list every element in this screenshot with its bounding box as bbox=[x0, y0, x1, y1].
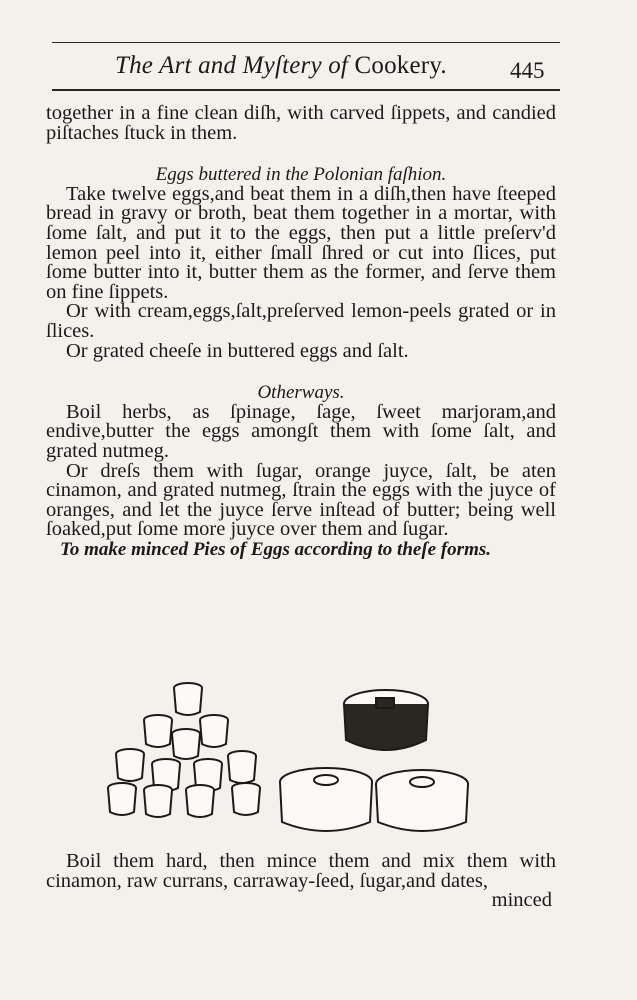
header-top-rule bbox=[52, 42, 560, 43]
running-title bbox=[115, 52, 447, 80]
round-pie-mold-icon bbox=[280, 768, 468, 831]
bottom-text bbox=[46, 852, 556, 911]
recipe-heading-polonian: Eggs buttered in the Polonian faſhion. bbox=[155, 164, 447, 186]
running-title-upright: Cookery. bbox=[354, 52, 447, 79]
small-pie-mold-icon bbox=[174, 683, 202, 715]
paragraph-cheese: Or grated cheeſe in buttered eggs and ſalt. bbox=[66, 339, 409, 362]
paragraph-herbs: Boil herbs, as ſpinage, ſage, ſweet marjoram,and endive,butter the eggs amongſt them with ſome ſalt, and grated nutmeg. bbox=[46, 400, 556, 462]
running-title-italic: The Art and Myſtery of bbox=[115, 52, 349, 79]
paragraph-boil-hard: Boil them hard, then mince them and mix them with cinamon, raw currans, carraway-ſeed, ſugar,and dates, bbox=[46, 850, 556, 892]
catchword: minced bbox=[491, 889, 552, 912]
paragraph-polonian: Take twelve eggs,and beat them in a diſh,then have ſteeped bread in gravy or broth, beat them together in a mortar, with ſome ſalt, and put it to the eggs, then put a little preſerv'd lemon peel into it, either ſmall ſhred or cut into ſlices, put ſome butter into it, butter them as the former, and ſerve them on fine ſippets. bbox=[46, 182, 556, 303]
paragraph-sugar: Or dreſs them with ſugar, orange juyce, ſalt, be aten cinamon, and grated nutmeg, ſtrain the eggs with the juyce of oranges, and let the juyce ſerve inſtead of butter; being well ſoaked,put ſome more juyce over them and ſugar. bbox=[46, 459, 556, 541]
paragraph-cream: Or with cream,eggs,ſalt,preſerved lemon-peels grated or in ſlices. bbox=[46, 300, 556, 342]
page-number: 445 bbox=[510, 58, 545, 83]
main-text bbox=[46, 104, 556, 559]
paragraph-continued: together in a fine clean diſh, with carved ſippets, and candied piſtaches ſtuck in them. bbox=[46, 102, 556, 144]
large-pie-mold-icon bbox=[344, 690, 428, 750]
recipe-heading-otherways: Otherways. bbox=[257, 382, 345, 404]
header-bottom-rule bbox=[52, 89, 560, 91]
pie-forms-illustration bbox=[96, 668, 556, 838]
recipe-heading-minced-pies: To make minced Pies of Eggs according to theſe forms. bbox=[60, 538, 491, 560]
